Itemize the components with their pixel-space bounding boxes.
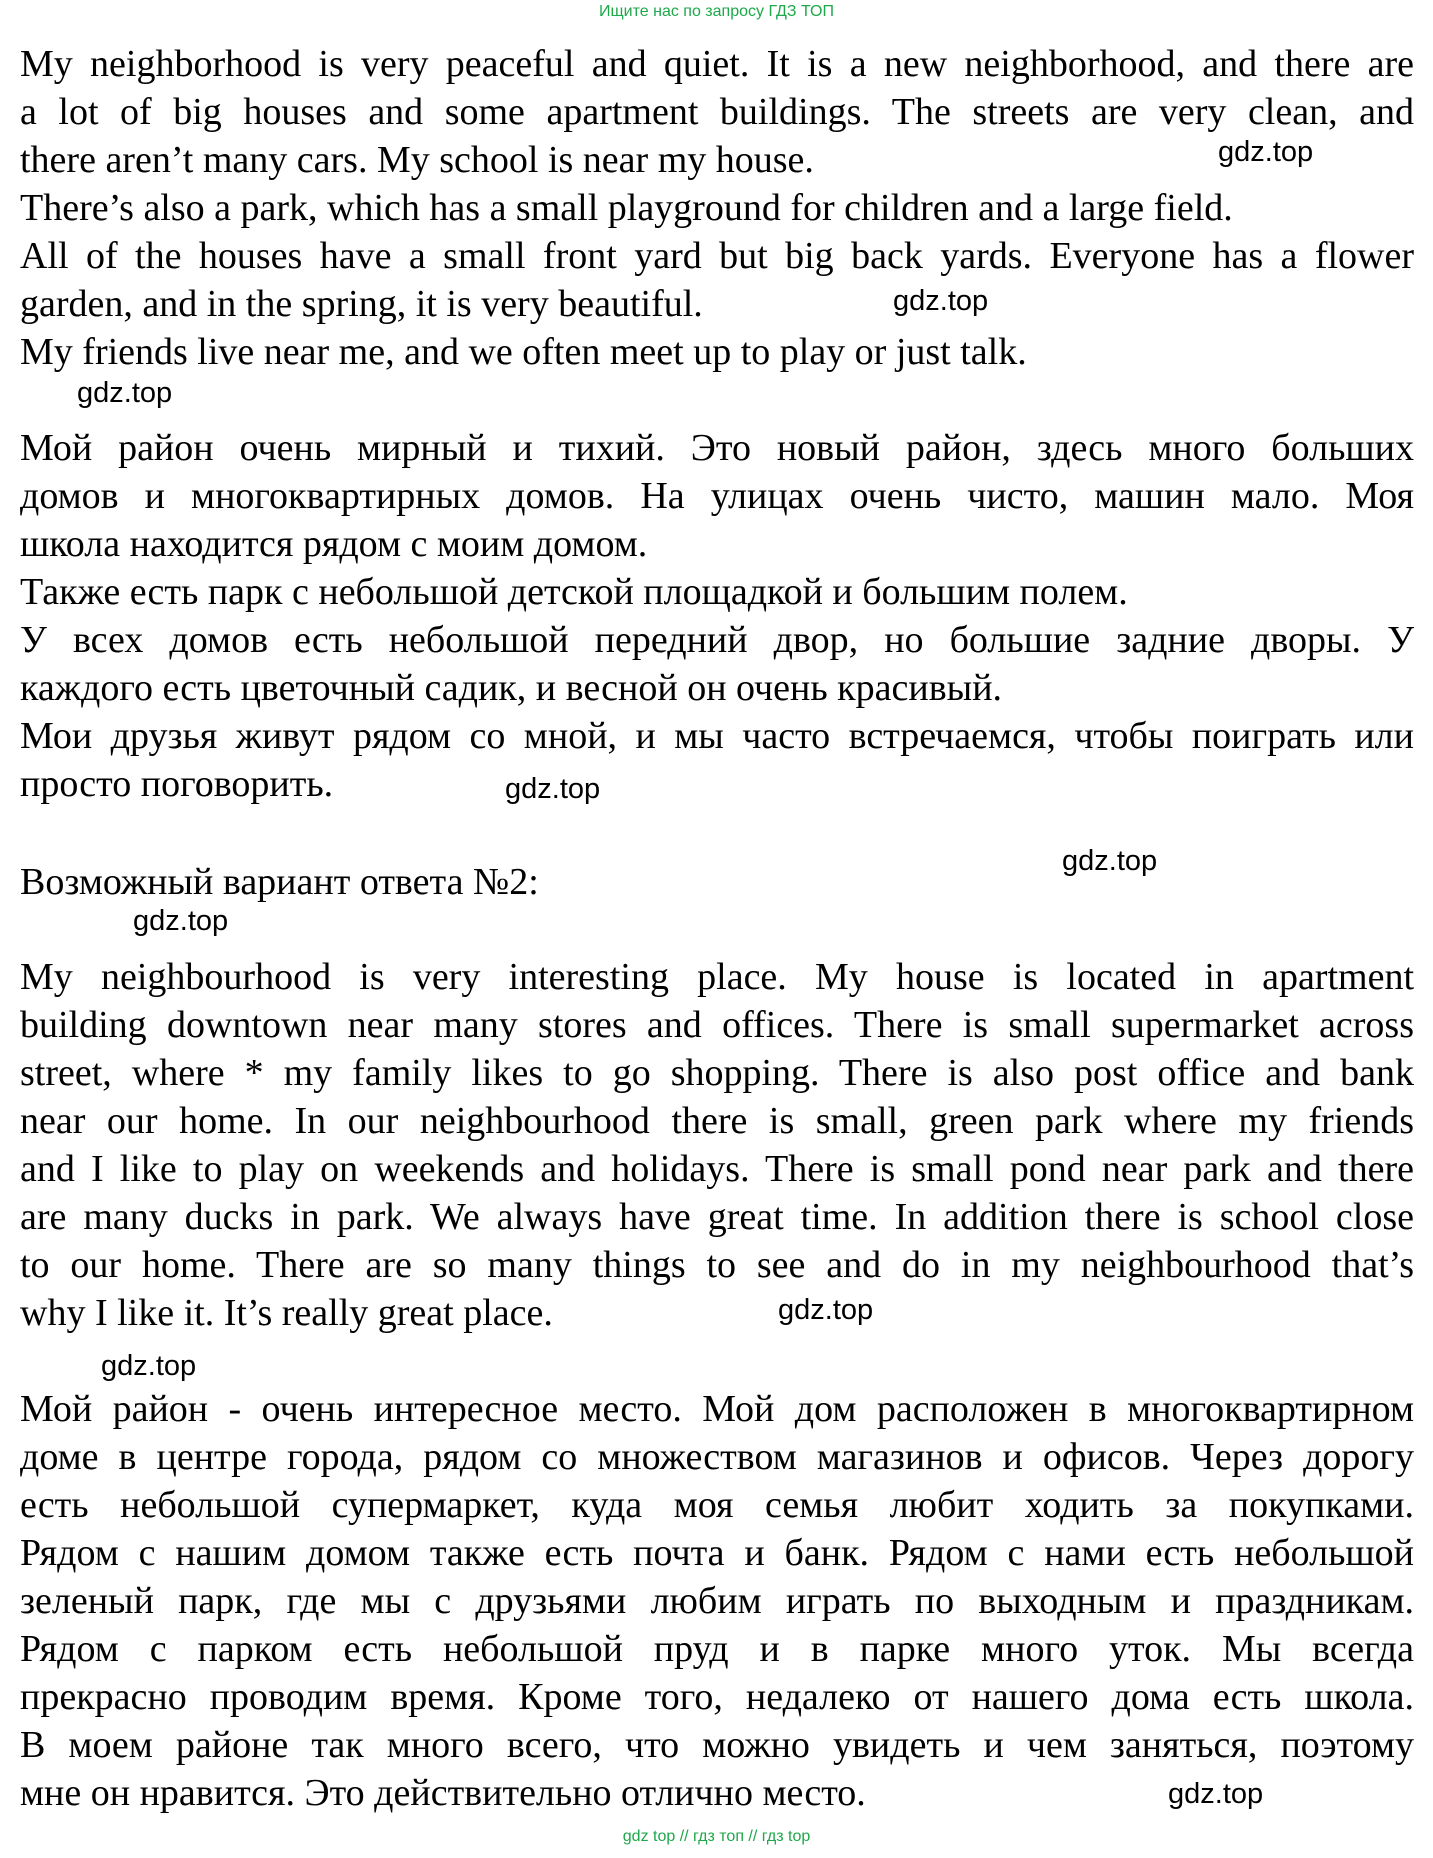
text-line: Также есть парк с небольшой детской площадкой и большим полем. [20,571,1128,613]
text-line: All of the houses have a small front yard but big back yards. Everyone has a flower [20,235,1414,277]
text-line: My neighborhood is very peaceful and quiet. It is a new neighborhood, and there are [20,43,1414,85]
section-heading: Возможный вариант ответа №2: [20,861,539,903]
top-banner-link[interactable]: Ищите нас по запросу ГДЗ ТОП [599,3,834,20]
text-line: why I like it. It’s really great place. [20,1292,553,1334]
text-line: мне он нравится. Это действительно отлично место. [20,1772,866,1814]
text-line: a lot of big houses and some apartment buildings. The streets are very clean, and [20,91,1414,133]
text-line: В моем районе так много всего, что можно увидеть и чем заняться, поэтому [20,1724,1414,1766]
text-line: есть небольшой супермаркет, куда моя семья любит ходить за покупками. [20,1484,1414,1526]
footer-links[interactable]: gdz top // гдз топ // гдз top [622,1828,811,1845]
text-line: There’s also a park, which has a small playground for children and a large field. [20,187,1233,229]
text-line: Мои друзья живут рядом со мной, и мы часто встречаемся, чтобы поиграть или [20,715,1414,757]
text-line: зеленый парк, где мы с друзьями любим играть по выходным и праздникам. [20,1580,1414,1622]
text-line: домов и многоквартирных домов. На улицах очень чисто, машин мало. Моя [20,475,1414,517]
watermark: gdz.top [1168,1778,1264,1810]
text-line: My friends live near me, and we often meet up to play or just talk. [20,331,1027,373]
text-line: garden, and in the spring, it is very beautiful. [20,283,703,325]
answer1-english-paragraph [20,40,1414,376]
text-line: просто поговорить. [20,763,334,805]
text-line: Рядом с парком есть небольшой пруд и в парке много уток. Мы всегда [20,1628,1414,1670]
text-line: there aren’t many cars. My school is near my house. [20,139,814,181]
text-line: каждого есть цветочный садик, и весной он очень красивый. [20,667,1003,709]
text-line: Мой район очень мирный и тихий. Это новый район, здесь много больших [20,427,1414,469]
text-line: прекрасно проводим время. Кроме того, недалеко от нашего дома есть школа. [20,1676,1414,1718]
watermark: gdz.top [893,285,989,317]
text-line: доме в центре города, рядом со множеством магазинов и офисов. Через дорогу [20,1436,1414,1478]
watermark: gdz.top [1218,136,1314,168]
watermark: gdz.top [77,377,173,409]
text-line: My neighbourhood is very interesting place. My house is located in apartment [20,956,1414,998]
answer2-english-paragraph [20,953,1414,1337]
answer2-russian-paragraph [20,1385,1414,1817]
text-line: Мой район - очень интересное место. Мой дом расположен в многоквартирном [20,1388,1414,1430]
answer1-russian-paragraph [20,424,1414,808]
answer2-heading [20,858,1414,906]
text-line: near our home. In our neighbourhood there is small, green park where my friends [20,1100,1414,1142]
text-line: are many ducks in park. We always have great time. In addition there is school close [20,1196,1414,1238]
text-line: Рядом с нашим домом также есть почта и банк. Рядом с нами есть небольшой [20,1532,1414,1574]
text-line: and I like to play on weekends and holidays. There is small pond near park and there [20,1148,1414,1190]
text-line: building downtown near many stores and offices. There is small supermarket across [20,1004,1414,1046]
text-line: street, where * my family likes to go shopping. There is also post office and bank [20,1052,1414,1094]
watermark: gdz.top [505,773,601,805]
text-line: to our home. There are so many things to see and do in my neighbourhood that’s [20,1244,1414,1286]
watermark: gdz.top [133,905,229,937]
text-line: У всех домов есть небольшой передний двор, но большие задние дворы. У [20,619,1414,661]
watermark: gdz.top [1062,845,1158,877]
watermark: gdz.top [778,1294,874,1326]
watermark: gdz.top [101,1350,197,1382]
text-line: школа находится рядом с моим домом. [20,523,648,565]
